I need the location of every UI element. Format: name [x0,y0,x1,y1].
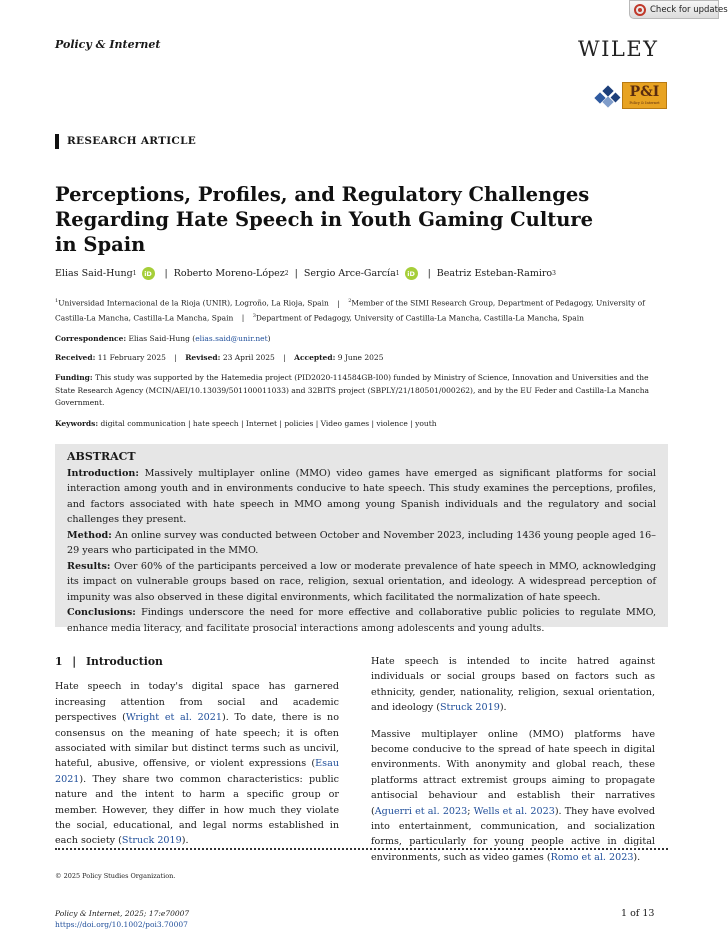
copyright-notice: © 2025 Policy Studies Organization. [55,872,176,880]
author-affil-sup: 3 [552,270,556,277]
author-name[interactable]: Sergio Arce-García [303,268,396,279]
logo-box [622,82,667,109]
keywords: Keywords: digital communication | hate speech | Internet | policies | Video games | violence | youth [55,419,437,428]
paragraph: Massive multiplayer online (MMO) platforms have become conducive to the spread of hate speech in digital environments. With anonymity and global reach, these platforms attract extremist groups aiming to propagate antisocial behaviour and establish their narratives (Aguerri et al. 2023; Wells et al. 2023). They have evolved into entertainment, communication, and socialization forms, particularly for young people active in digital environments, such as video games (Romo et al. 2023). [371,728,655,863]
author-separator: | [427,268,431,279]
affiliations: $^1$Universidad Internacional de la Rioja (UNIR), Logroño, La Rioja, Spain | $^2$Member of the SIMI Research Group, Department of Pedagogy, University of Castilla-La Mancha, Castilla-La Mancha, Spain | $^3$Department of Pedagogy, University of Castilla-La Mancha, Castilla-La Mancha, Spain [55,298,645,322]
check-for-updates-button[interactable] [629,0,728,19]
citation-link[interactable]: Wright et al. 2021 [125,712,222,724]
correspondence: Correspondence: Elias Said-Hung (elias.said@unir.net) [55,334,271,343]
citation-link[interactable]: Romo et al. 2023 [550,851,634,863]
abstract-results: Results: Over 60% of the participants perceived a low or moderate prevalence of hate speech in MMO, acknowledging its impact on vulnerable groups based on race, religion, sexual orientation, and ideology. A widespread perception of impunity was also observed in these digital environments, which facilitated the normalization of hate speech. [67,560,656,603]
author-affil-sup: 1 [132,270,137,277]
publisher-logo: WILEY [578,37,659,61]
abstract-method: Method: An online survey was conducted between October and November 2023, including 1436 young people aged 16–29 years who participated in the MMO. [67,529,656,556]
citation-link[interactable]: Wells et al. 2023 [473,805,555,817]
footnote-divider [55,848,668,850]
abstract-conclusions: Conclusions: Findings underscore the need for more effective and collaborative public policies to regulate MMO, enhance media literacy, and facilitate prosocial interactions among adolescents and young adults. [67,607,656,634]
check-for-updates-label: Check for updates [650,4,728,15]
journal-name: Policy & Internet [55,38,161,51]
author-name[interactable]: Elias Said-Hung [55,268,133,279]
refresh-icon [634,4,646,16]
doi-link[interactable]: https://doi.org/10.1002/poi3.70007 [55,920,188,929]
article-title: Perceptions, Profiles, and Regulatory Challenges Regarding Hate Speech in Youth Gaming Culture in Spain [55,183,594,256]
author-name[interactable]: Beatriz Esteban-Ramiro [436,268,553,279]
affiliation-3: Department of Pedagogy, University of Castilla-La Mancha, Castilla-La Mancha, Spain [255,313,584,322]
journal-logo [590,82,668,110]
citation-link[interactable]: Struck 2019 [121,835,182,847]
body-column-left [55,654,339,849]
citation-link[interactable]: Esau 2021 [55,758,339,785]
author-separator: | [294,268,298,279]
affiliation-2: Member of the SIMI Research Group, Department of Pedagogy, University of Castilla-La Mancha, Castilla-La Mancha, Spain [55,298,645,322]
citation-link[interactable]: Struck 2019 [439,702,500,714]
logo-text: P&I [629,84,660,100]
orcid-icon[interactable]: iD [142,267,155,280]
accepted-date: 9 June 2025 [337,353,384,362]
received-date: 11 February 2025 [97,353,166,362]
cube-icon [590,86,622,108]
author-separator: | [164,268,168,279]
author-affil-sup: 2 [284,270,289,277]
section-heading: 1 | Introduction [55,655,163,668]
correspondence-email-link[interactable]: elias.said@unir.net [195,334,268,343]
author-list [55,267,556,280]
correspondence-name: Elias Said-Hung [128,334,190,343]
author-affil-sup: 1 [395,270,400,277]
footer-citation: Policy & Internet, 2025; 17:e70007 https://doi.org/10.1002/poi3.70007 [55,909,190,929]
page-number: 1 of 13 [621,908,655,919]
author-name[interactable]: Roberto Moreno-López [173,268,285,279]
body-column-right [371,654,655,865]
abstract-box [55,444,668,634]
logo-subtext: Policy & Internet [629,101,660,105]
revised-date: 23 April 2025 [222,353,275,362]
affiliation-1: Universidad Internacional de la Rioja (UNIR), Logroño, La Rioja, Spain [58,298,329,308]
paragraph: Hate speech in today's digital space has garnered increasing attention from social and academic perspectives (Wright et al. 2021). To date, there is no consensus on the meaning of hate speech; it is often associated with similar but distinct terms such as uncivil, hateful, abusive, offensive, or violent expressions (Esau 2021). They share two common characteristics: public nature and the intent to harm a specific group or member. However, they differ in how much they violate the social, educational, and legal norms established in each society (Struck 2019). [55,681,339,847]
funding-statement: Funding: This study was supported by the Hatemedia project (PID2020-114584GB-I00) funded by Ministry of Science, Innovation and Universities and the State Research Agency (MCIN/AEI/10.13039/501100011033) and 32BITS project (SBPLY/21/180501/000262), and by the EU Feder and Castilla-La Mancha Government. [55,373,649,407]
article-dates: Received: 11 February 2025 | Revised: 23 April 2025 | Accepted: 9 June 2025 [55,353,384,362]
abstract-introduction: Introduction: Massively multiplayer online (MMO) video games have emerged as significant platforms for social interaction among youth and in environments conducive to hate speech. This study examines the perceptions, profiles, and factors associated with hate speech in MMO among young Spanish individuals and the regulatory and social challenges they present. [67,467,656,525]
abstract-heading: ABSTRACT [67,450,136,463]
article-type-label: RESEARCH ARTICLE [55,134,196,149]
paragraph: Hate speech is intended to incite hatred against individuals or social groups based on factors such as ethnicity, gender, nationality, religion, sexual orientation, and ideology (Struck 2019). [371,656,655,714]
orcid-icon[interactable]: iD [405,267,418,280]
citation-link[interactable]: Aguerri et al. 2023 [374,805,468,817]
